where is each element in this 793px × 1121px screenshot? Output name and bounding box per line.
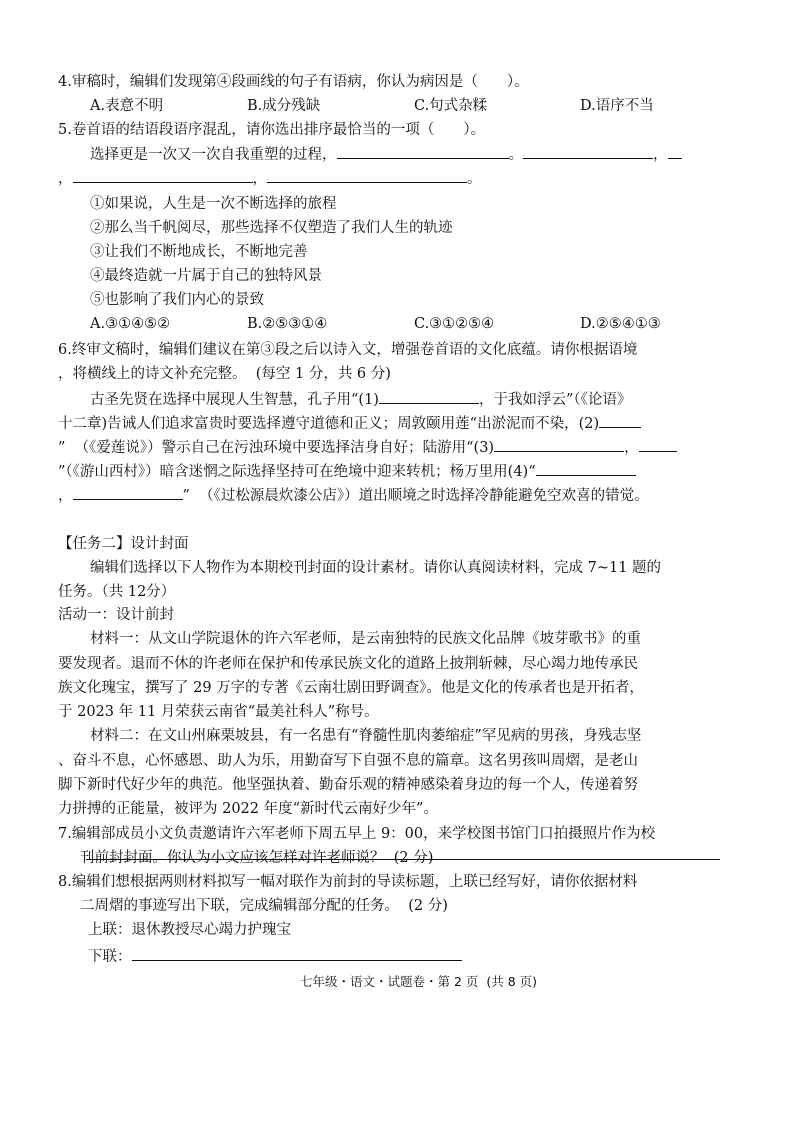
q4-option-a: A.表意不明: [90, 98, 164, 114]
q5-option-b: B.②⑤③①④: [247, 316, 328, 332]
q6-blank-6[interactable]: [73, 485, 183, 500]
material1-line4: 于 2023 年 11 月荣获云南省“最美社科人”称号。: [58, 704, 379, 720]
q6-blank-5[interactable]: [536, 461, 636, 476]
q5-stem: 5.卷首语的结语段语序混乱，请你选出排序最恰当的一项（ ）。: [58, 122, 486, 138]
q8-lower-blank[interactable]: [132, 946, 462, 961]
q4-option-d: D.语序不当: [580, 98, 654, 114]
material2-line4: 力拼搏的正能量，被评为 2022 年度“新时代云南好少年”。: [58, 801, 438, 817]
q6-para-line5: ， ” （《过松源晨炊漆公店》）道出顺境之时选择冷静能避免空欢喜的错觉。: [58, 485, 649, 506]
q5-blank-1[interactable]: [337, 144, 509, 159]
material1-line1: 材料一：从文山学院退休的许六军老师，是云南独特的民族文化品牌《坡芽歌书》的重: [90, 631, 641, 647]
q5-item-2: ②那么当千帆阅尽，那些选择不仅塑造了我们人生的轨迹: [90, 220, 453, 236]
q5-item-4: ④最终造就一片属于自己的独特风景: [90, 268, 322, 284]
q5-option-a: A.③①④⑤②: [90, 316, 171, 332]
q4-option-b: B.成分残缺: [247, 98, 321, 114]
q8-lower-couplet: 下联：: [88, 946, 462, 967]
q6-para-line4: ”（《游山西村》）暗含迷惘之际选择坚持可在绝境中迎来转机；杨万里用(4)“: [58, 461, 636, 482]
material1-line3: 族文化瑰宝，撰写了 29 万字的专著《云南壮剧田野调查》。他是文化的传承者也是开拓者，: [58, 680, 644, 696]
q5-blank-4[interactable]: [267, 168, 467, 183]
q6-para-line1: 古圣先贤在选择中展现人生智慧，孔子用“(1) ，于我如浮云”（《论语》: [90, 389, 631, 410]
q5-option-c: C.③①②⑤④: [414, 316, 495, 332]
task2-intro-line1: 编辑们选择以下人物作为本期校刊封面的设计素材。请你认真阅读材料，完成 7~11 题的: [90, 560, 662, 576]
q8-line1: 8.编辑们想根据两则材料拟写一幅对联作为前封的导读标题，上联已经写好，请你依据材料: [58, 874, 638, 890]
task2-activity: 活动一：设计前封: [58, 607, 174, 623]
q6-stem-line1: 6.终审文稿时，编辑们建议在第③段之后以诗入文，增强卷首语的文化底蕴。请你根据语境: [58, 342, 638, 358]
task2-header: 【任务二】设计封面: [58, 536, 189, 552]
q5-item-1: ①如果说，人生是一次不断选择的旅程: [90, 196, 337, 212]
q7-line1: 7.编辑部成员小文负责邀请许六军老师下周五早上 9：00，来学校图书馆门口拍摄照片作为校: [58, 826, 656, 842]
q5-option-d: D.②⑤④①③: [580, 316, 661, 332]
q5-lead-cont: ， ， 。: [58, 168, 482, 189]
q8-upper-couplet: 上联：退休教授尽心竭力护瑰宝: [88, 922, 291, 938]
material2-line1: 材料二：在文山州麻栗坡县，有一名患有“脊髓性肌肉萎缩症”罕见病的男孩，身残志坚: [90, 728, 642, 744]
q6-blank-2a[interactable]: [599, 413, 641, 428]
q4-option-c: C.句式杂糅: [414, 98, 488, 114]
q5-blank-3b[interactable]: [73, 168, 253, 183]
q6-para-line3: ” （《爱莲说》）警示自己在污浊环境中要选择洁身自好；陆游用“(3) ，: [58, 437, 677, 458]
q7-line2: 刊前封封面。你认为小文应该怎样对许老师说？ (2 分): [80, 850, 434, 866]
material2-line2: 、奋斗不息，心怀感恩、助人为乐，用勤奋写下自强不息的篇章。这名男孩叫周熠，是老山: [58, 753, 638, 769]
q7-answer-line[interactable]: [86, 859, 720, 860]
q6-para-line2: 十二章)告诫人们追求富贵时要选择遵守道德和正义；周敦颐用莲“出淤泥而不染，(2): [58, 413, 641, 434]
page-footer: 七年级・语文・试题卷・第 2 页 (共 8 页): [300, 974, 538, 989]
q6-blank-3[interactable]: [494, 437, 624, 452]
q8-line2: 二周熠的事迹写出下联，完成编辑部分配的任务。 (2 分): [80, 898, 448, 914]
q6-stem-line2: ，将横线上的诗文补充完整。 (每空 1 分，共 6 分): [58, 366, 391, 382]
q6-blank-1[interactable]: [379, 389, 479, 404]
q5-blank-2[interactable]: [523, 144, 653, 159]
q5-blank-3a[interactable]: [668, 144, 682, 159]
task2-intro-line2: 任务。（共 12分）: [58, 584, 176, 600]
q5-lead: 选择更是一次又一次自我重塑的过程， 。 ，: [90, 144, 682, 165]
q5-item-5: ⑤也影响了我们内心的景致: [90, 292, 264, 308]
material2-line3: 脚下新时代好少年的典范。他坚强执着、勤奋乐观的精神感染着身边的每一个人，传递着努: [58, 777, 638, 793]
q6-blank-4[interactable]: [639, 437, 677, 452]
material1-line2: 要发现者。退而不休的许老师在保护和传承民族文化的道路上披荆斩棘，尽心竭力地传承民: [58, 656, 638, 672]
q5-item-3: ③让我们不断地成长，不断地完善: [90, 244, 308, 260]
q4-stem: 4.审稿时，编辑们发现第④段画线的句子有语病，你认为病因是（ ）。: [58, 74, 529, 90]
